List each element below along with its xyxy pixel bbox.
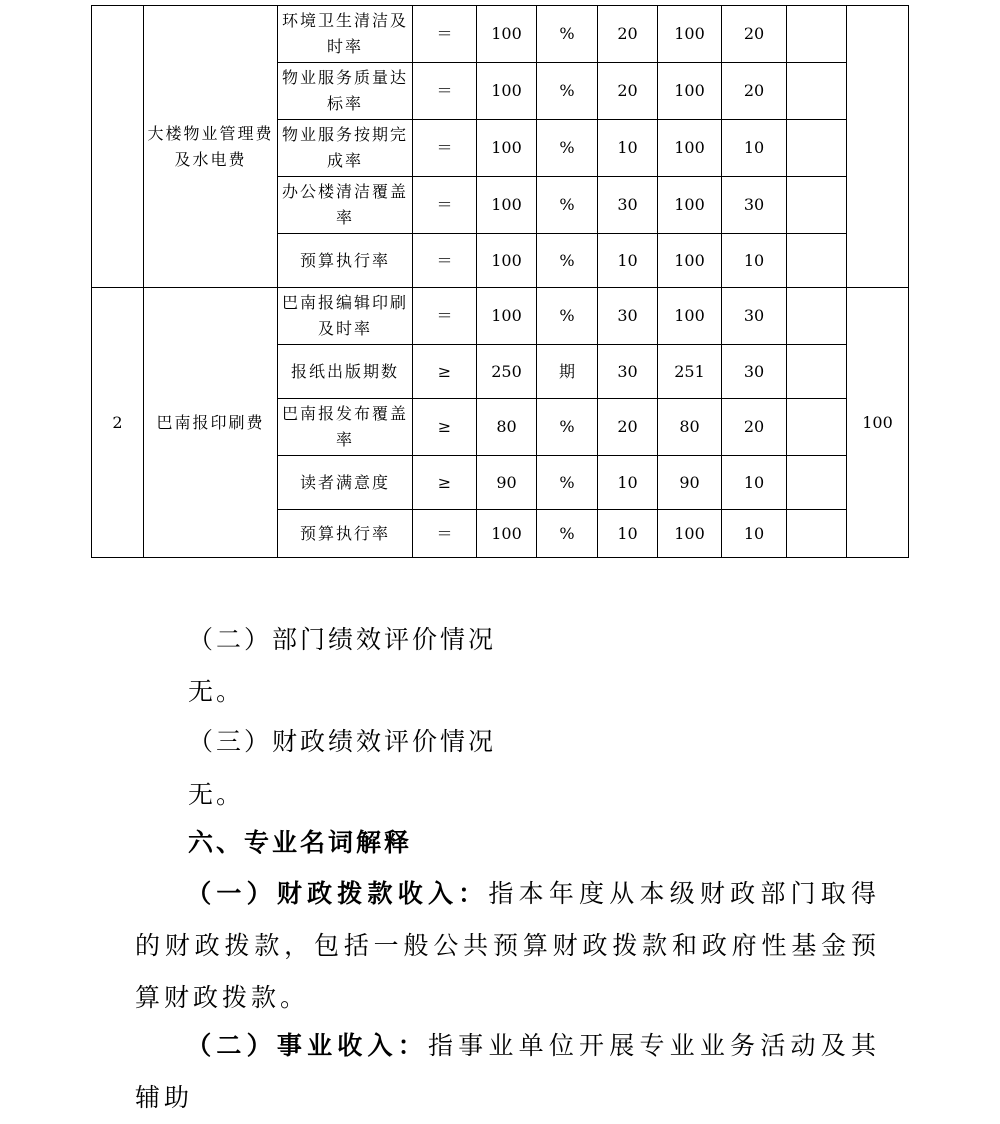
empty-cell bbox=[787, 234, 847, 288]
unit-cell: 期 bbox=[537, 345, 598, 399]
operator-cell: ＝ bbox=[413, 288, 477, 345]
finance-eval-heading: （三）财政绩效评价情况 bbox=[188, 727, 497, 756]
weight-cell: 10 bbox=[598, 234, 658, 288]
operator-cell: ＝ bbox=[413, 6, 477, 63]
score-cell: 20 bbox=[722, 63, 787, 120]
indicator-cell: 办公楼清洁覆盖率 bbox=[278, 177, 413, 234]
score-cell: 10 bbox=[722, 234, 787, 288]
target-cell: 80 bbox=[477, 399, 537, 456]
unit-cell: % bbox=[537, 6, 598, 63]
indicator-cell: 巴南报编辑印刷及时率 bbox=[278, 288, 413, 345]
empty-cell bbox=[787, 399, 847, 456]
project-name-cell: 大楼物业管理费及水电费 bbox=[144, 6, 278, 288]
unit-cell: % bbox=[537, 177, 598, 234]
actual-cell: 100 bbox=[658, 177, 722, 234]
score-cell: 10 bbox=[722, 456, 787, 510]
target-cell: 100 bbox=[477, 63, 537, 120]
target-cell: 100 bbox=[477, 288, 537, 345]
operator-cell: ≥ bbox=[413, 456, 477, 510]
total-cell bbox=[847, 6, 909, 288]
score-cell: 30 bbox=[722, 288, 787, 345]
performance-table bbox=[91, 5, 909, 558]
weight-cell: 30 bbox=[598, 177, 658, 234]
score-cell: 30 bbox=[722, 345, 787, 399]
score-cell: 10 bbox=[722, 510, 787, 558]
actual-cell: 100 bbox=[658, 120, 722, 177]
row-number-cell: 2 bbox=[92, 288, 144, 558]
actual-cell: 100 bbox=[658, 510, 722, 558]
score-cell: 10 bbox=[722, 120, 787, 177]
operator-cell: ＝ bbox=[413, 510, 477, 558]
term1-label: （一）财政拨款收入： bbox=[185, 879, 489, 908]
actual-cell: 100 bbox=[658, 6, 722, 63]
dept-eval-body: 无。 bbox=[188, 677, 245, 706]
unit-cell: % bbox=[537, 399, 598, 456]
actual-cell: 80 bbox=[658, 399, 722, 456]
actual-cell: 100 bbox=[658, 234, 722, 288]
term2-paragraph bbox=[135, 1020, 880, 1124]
indicator-cell: 物业服务质量达标率 bbox=[278, 63, 413, 120]
weight-cell: 10 bbox=[598, 456, 658, 510]
term2-label: （二）事业收入： bbox=[185, 1031, 428, 1060]
indicator-cell: 环境卫生清洁及时率 bbox=[278, 6, 413, 63]
target-cell: 100 bbox=[477, 510, 537, 558]
total-cell: 100 bbox=[847, 288, 909, 558]
score-cell: 30 bbox=[722, 177, 787, 234]
operator-cell: ＝ bbox=[413, 234, 477, 288]
weight-cell: 10 bbox=[598, 120, 658, 177]
weight-cell: 30 bbox=[598, 288, 658, 345]
operator-cell: ＝ bbox=[413, 177, 477, 234]
target-cell: 90 bbox=[477, 456, 537, 510]
unit-cell: % bbox=[537, 456, 598, 510]
empty-cell bbox=[787, 456, 847, 510]
operator-cell: ≥ bbox=[413, 345, 477, 399]
unit-cell: % bbox=[537, 510, 598, 558]
empty-cell bbox=[787, 288, 847, 345]
operator-cell: ＝ bbox=[413, 120, 477, 177]
target-cell: 100 bbox=[477, 234, 537, 288]
term2-text: 指事业单位开展专业业务活动及其辅助 bbox=[135, 1031, 880, 1112]
actual-cell: 100 bbox=[658, 63, 722, 120]
glossary-heading: 六、专业名词解释 bbox=[188, 828, 413, 857]
unit-cell: % bbox=[537, 288, 598, 345]
term1-text: 指本年度从本级财政部门取得的财政拨款，包括一般公共预算财政拨款和政府性基金预算财政拨款。 bbox=[135, 879, 880, 1012]
target-cell: 100 bbox=[477, 6, 537, 63]
indicator-cell: 巴南报发布覆盖率 bbox=[278, 399, 413, 456]
operator-cell: ＝ bbox=[413, 63, 477, 120]
empty-cell bbox=[787, 120, 847, 177]
table-row bbox=[92, 6, 909, 63]
empty-cell bbox=[787, 510, 847, 558]
unit-cell: % bbox=[537, 120, 598, 177]
weight-cell: 30 bbox=[598, 345, 658, 399]
actual-cell: 251 bbox=[658, 345, 722, 399]
weight-cell: 20 bbox=[598, 6, 658, 63]
indicator-cell: 预算执行率 bbox=[278, 234, 413, 288]
indicator-cell: 读者满意度 bbox=[278, 456, 413, 510]
operator-cell: ≥ bbox=[413, 399, 477, 456]
target-cell: 250 bbox=[477, 345, 537, 399]
score-cell: 20 bbox=[722, 399, 787, 456]
actual-cell: 100 bbox=[658, 288, 722, 345]
target-cell: 100 bbox=[477, 120, 537, 177]
empty-cell bbox=[787, 63, 847, 120]
indicator-cell: 物业服务按期完成率 bbox=[278, 120, 413, 177]
dept-eval-heading: （二）部门绩效评价情况 bbox=[188, 625, 497, 654]
empty-cell bbox=[787, 177, 847, 234]
finance-eval-body: 无。 bbox=[188, 780, 245, 809]
actual-cell: 90 bbox=[658, 456, 722, 510]
weight-cell: 10 bbox=[598, 510, 658, 558]
indicator-cell: 报纸出版期数 bbox=[278, 345, 413, 399]
empty-cell bbox=[787, 345, 847, 399]
empty-cell bbox=[787, 6, 847, 63]
indicator-cell: 预算执行率 bbox=[278, 510, 413, 558]
table-row bbox=[92, 288, 909, 345]
project-name-cell: 巴南报印刷费 bbox=[144, 288, 278, 558]
weight-cell: 20 bbox=[598, 399, 658, 456]
target-cell: 100 bbox=[477, 177, 537, 234]
row-number-cell bbox=[92, 6, 144, 288]
term1-paragraph bbox=[135, 868, 880, 1024]
unit-cell: % bbox=[537, 63, 598, 120]
unit-cell: % bbox=[537, 234, 598, 288]
score-cell: 20 bbox=[722, 6, 787, 63]
weight-cell: 20 bbox=[598, 63, 658, 120]
